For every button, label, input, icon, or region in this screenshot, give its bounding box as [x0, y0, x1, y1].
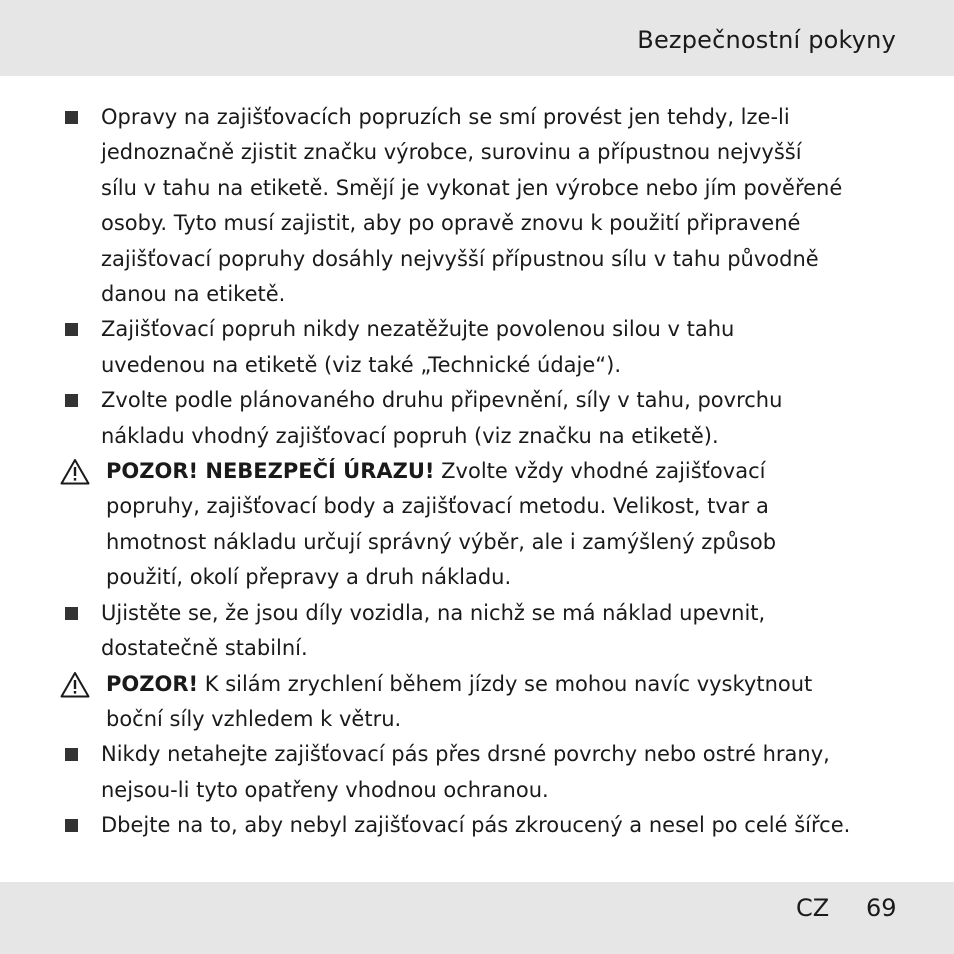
language-code: CZ — [796, 894, 830, 922]
warning-label: POZOR! NEBEZPEČÍ ÚRAZU! — [106, 459, 435, 484]
text-line: boční síly vzhledem k větru. — [106, 706, 402, 731]
list-item — [60, 808, 940, 843]
warning-text: K silám zrychlení během jízdy se mohou navíc vyskytnout — [198, 671, 813, 696]
warning-label: POZOR! — [106, 671, 199, 696]
text-line: zajišťovací popruhy dosáhly nejvyšší přípustnou sílu v tahu původně — [101, 246, 819, 271]
text-line: Dbejte na to, aby nebyl zajišťovací pás zkroucený a nesel po celé šířce. — [101, 813, 851, 838]
safety-instructions-list — [60, 100, 940, 844]
text-line: Opravy na zajišťovacích popruzích se smí provést jen tehdy, lze-li — [101, 105, 790, 129]
text-line: Zvolte podle plánovaného druhu připevnění, síly v tahu, povrchu — [101, 388, 783, 413]
warning-item — [60, 667, 940, 738]
list-item — [60, 100, 940, 312]
bullet-square-icon — [65, 394, 78, 407]
warning-item — [60, 454, 940, 596]
text-line: danou na etiketě. — [101, 282, 286, 307]
text-line: nákladu vhodný zajišťovací popruh (viz značku na etiketě). — [101, 423, 719, 448]
warning-first-line — [106, 667, 940, 702]
text-line: Zajišťovací popruh nikdy nezatěžujte povolenou silou v tahu — [101, 317, 735, 342]
text-line: Nikdy netahejte zajišťovací pás přes drsné povrchy nebo ostré hrany, — [101, 742, 830, 767]
list-item — [60, 596, 940, 667]
bullet-square-icon — [65, 607, 78, 620]
list-item — [60, 383, 940, 454]
text-line: popruhy, zajišťovací body a zajišťovací metodu. Velikost, tvar a — [106, 494, 769, 519]
text-line: dostatečně stabilní. — [101, 636, 308, 661]
warning-triangle-icon — [60, 458, 90, 485]
bullet-square-icon — [65, 748, 78, 761]
list-item — [60, 737, 940, 808]
text-line: osoby. Tyto musí zajistit, aby po opravě znovu k použití připravené — [101, 211, 801, 236]
text-line: hmotnost nákladu určují správný výběr, ale i zamýšlený způsob — [106, 529, 777, 554]
bullet-square-icon — [65, 111, 78, 124]
text-line: nejsou-li tyto opatřeny vhodnou ochranou. — [101, 777, 549, 802]
text-line: sílu v tahu na etiketě. Smějí je vykonat jen výrobce nebo jím pověřené — [101, 175, 843, 200]
warning-triangle-icon — [60, 671, 90, 698]
text-line: uvedenou na etiketě (viz také „Technické údaje“). — [101, 352, 622, 377]
text-line: použití, okolí přepravy a druh nákladu. — [106, 565, 512, 590]
text-line: jednoznačně zjistit značku výrobce, surovinu a přípustnou nejvyšší — [101, 140, 802, 165]
warning-text: Zvolte vždy vhodné zajišťovací — [434, 459, 766, 484]
page-number: 69 — [866, 894, 897, 922]
text-line: Ujistěte se, že jsou díly vozidla, na nichž se má náklad upevnit, — [101, 600, 766, 625]
bullet-square-icon — [65, 819, 78, 832]
page-header-title: Bezpečnostní pokyny — [637, 26, 896, 54]
bullet-square-icon — [65, 323, 78, 336]
list-item — [60, 312, 940, 383]
warning-first-line — [106, 454, 940, 489]
